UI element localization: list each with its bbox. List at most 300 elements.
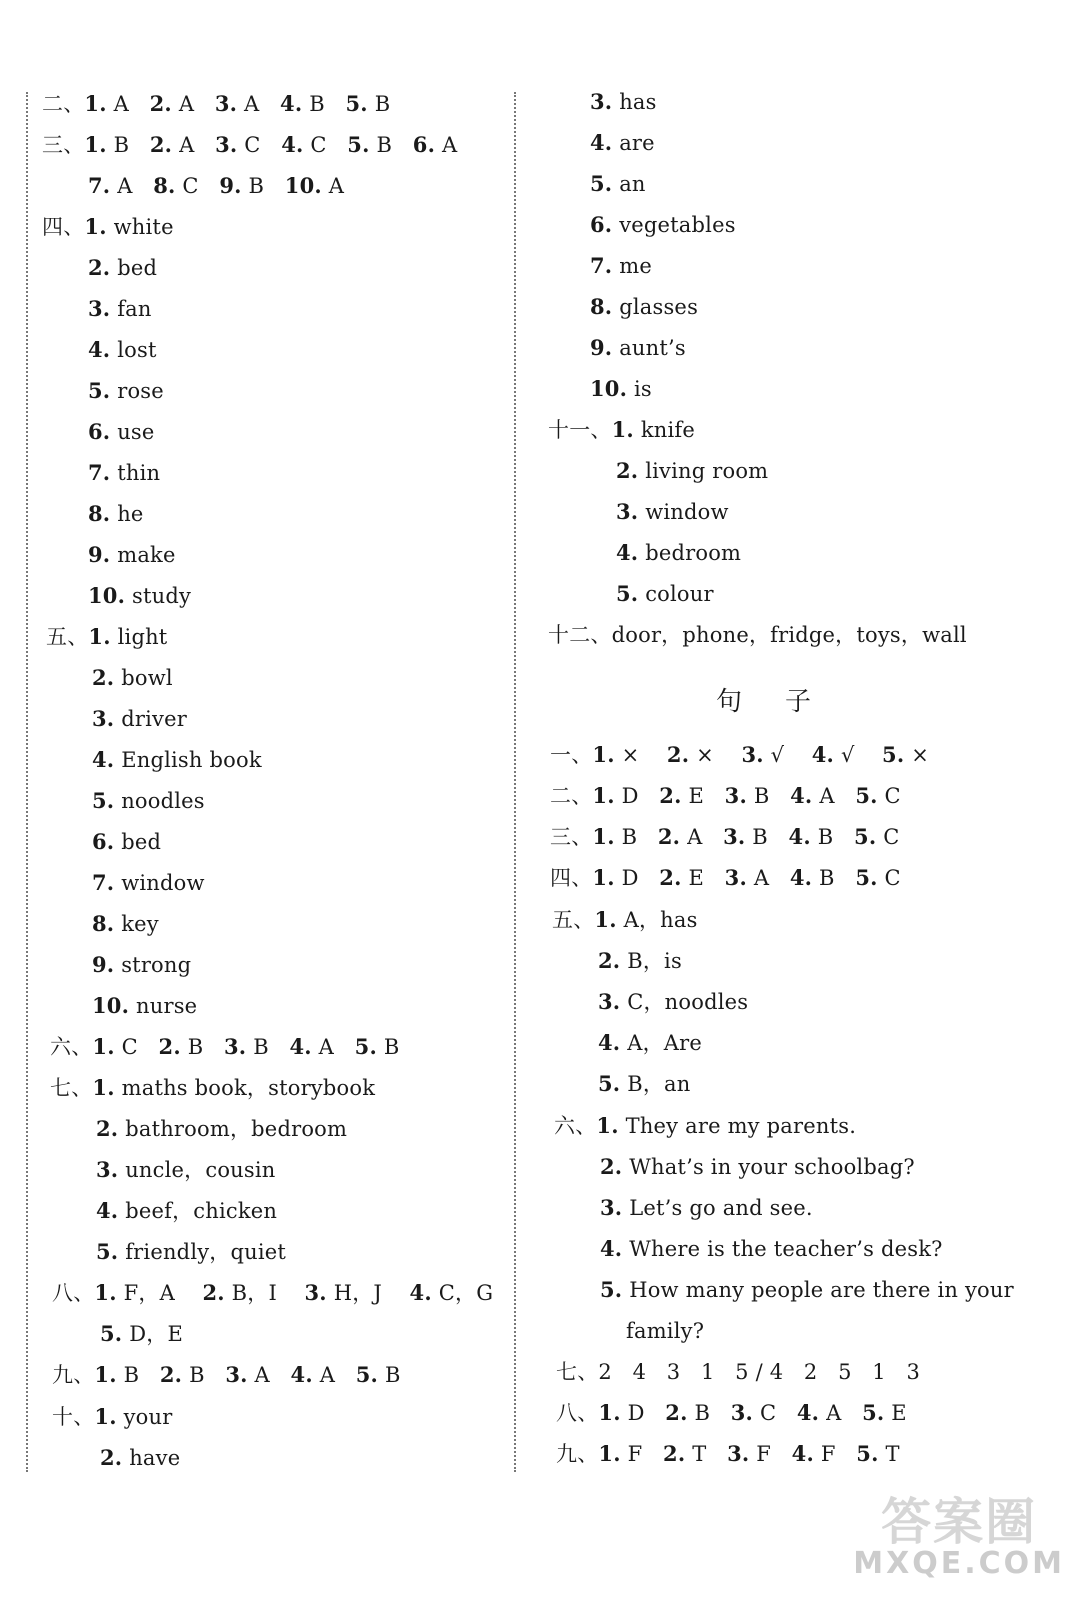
answer-number: 4.	[96, 1198, 119, 1223]
answer-text: living room	[638, 459, 769, 483]
answer-text: H，J	[326, 1281, 410, 1305]
answer-text: A	[435, 133, 458, 157]
answer-number: 10.	[284, 173, 322, 198]
answer-number: 1.	[596, 1113, 619, 1138]
answer-number: 3.	[92, 706, 115, 731]
answer-number: 5.	[882, 742, 905, 767]
answer-number: 5.	[96, 1239, 119, 1264]
answer-text: 五、	[46, 625, 89, 649]
answer-line	[88, 297, 152, 321]
answer-number: 3.	[724, 865, 747, 890]
answer-number: 9.	[92, 952, 115, 977]
answer-number: 5.	[598, 1071, 621, 1096]
answer-text: C	[114, 1035, 159, 1059]
answer-line	[42, 133, 457, 157]
answer-number: 2.	[88, 255, 111, 280]
answer-line	[590, 295, 698, 319]
answer-line	[88, 174, 344, 198]
answer-text: A	[812, 784, 856, 808]
answer-text: 九、	[52, 1363, 95, 1387]
answer-text: study	[125, 584, 192, 608]
answer-number: 5.	[354, 1034, 377, 1059]
answer-text: A	[172, 133, 216, 157]
answer-text: strong	[114, 953, 192, 977]
answer-text: aunt’s	[612, 336, 686, 360]
answer-text: maths book，storybook	[114, 1076, 376, 1100]
answer-number: 8.	[153, 173, 176, 198]
answer-number: 2.	[100, 1445, 123, 1470]
answer-text: window	[114, 871, 205, 895]
answer-number: 3.	[727, 1441, 750, 1466]
answer-text: 四、	[550, 866, 593, 890]
answer-text: T	[878, 1442, 900, 1466]
answer-text: B	[614, 825, 658, 849]
answer-text: glasses	[612, 295, 699, 319]
answer-text: A	[680, 825, 724, 849]
answer-line	[88, 461, 160, 485]
answer-text: B	[746, 784, 791, 808]
answer-text: C	[303, 133, 348, 157]
answer-text: 六、	[50, 1035, 93, 1059]
answer-number: 6.	[92, 829, 115, 854]
answer-text: 2 4 3 1 5 / 4 2 5 1 3	[598, 1360, 921, 1384]
answer-text: use	[110, 420, 155, 444]
answer-number: 4.	[790, 783, 813, 808]
answer-text: A	[321, 174, 345, 198]
answer-text: A	[311, 1035, 355, 1059]
answer-number: 1.	[84, 132, 107, 157]
answer-text: uncle，cousin	[118, 1158, 276, 1182]
answer-text: 三、	[42, 133, 85, 157]
answer-text: 七、	[556, 1360, 599, 1384]
answer-text: 一、	[550, 743, 593, 767]
answer-number: 10.	[88, 583, 126, 608]
answer-number: 3.	[225, 1362, 248, 1387]
answer-text: ×	[689, 743, 742, 767]
answer-line	[52, 1363, 401, 1387]
answer-text: bedroom	[638, 541, 742, 565]
answer-text: B，an	[620, 1072, 691, 1096]
answer-number: 5.	[616, 581, 639, 606]
answer-number: 5.	[347, 132, 370, 157]
answer-line	[550, 866, 901, 890]
answer-number: 2.	[666, 742, 690, 767]
answer-text: thin	[110, 461, 161, 485]
answer-number: 5.	[862, 1400, 885, 1425]
answer-text: C	[753, 1401, 797, 1425]
answer-text: What’s in your schoolbag?	[622, 1155, 915, 1179]
answer-text: B	[182, 1363, 226, 1387]
answer-line	[616, 541, 741, 565]
answer-text: They are my parents.	[618, 1114, 857, 1138]
answer-text: 八、	[52, 1281, 95, 1305]
answer-line	[96, 1240, 286, 1264]
answer-number: 5.	[600, 1277, 623, 1302]
answer-text: F，A	[116, 1281, 203, 1305]
answer-line	[52, 1281, 493, 1305]
answer-number: 3.	[88, 296, 111, 321]
answer-line	[50, 1035, 400, 1059]
section-heading-sentences: 句 子	[716, 687, 814, 717]
answer-text: D	[614, 866, 660, 890]
answer-number: 1.	[88, 624, 111, 649]
answer-number: 2.	[659, 783, 682, 808]
answer-number: 5.	[856, 1441, 879, 1466]
answer-text: B	[369, 133, 413, 157]
answer-text: an	[612, 172, 646, 196]
answer-number: 3.	[730, 1400, 754, 1425]
answer-text: ×	[614, 743, 667, 767]
answer-number: 5.	[854, 824, 877, 849]
answer-text: knife	[633, 418, 695, 442]
answer-number: 7.	[590, 253, 613, 278]
answer-line	[88, 379, 164, 403]
answer-text: A	[171, 92, 215, 116]
answer-text: driver	[114, 707, 187, 731]
answer-number: 1.	[94, 1280, 117, 1305]
answer-text: bowl	[114, 666, 173, 690]
answer-line	[598, 990, 748, 1014]
answer-number: 1.	[592, 824, 615, 849]
answer-line	[88, 420, 155, 444]
answer-number: 7.	[88, 173, 111, 198]
answer-line	[600, 1278, 1014, 1302]
answer-number: 2.	[158, 1034, 181, 1059]
answer-number: 4.	[88, 337, 111, 362]
answer-text: me	[612, 254, 652, 278]
answer-number: 1.	[92, 1075, 115, 1100]
answer-number: 1.	[592, 742, 615, 767]
answer-text: A	[247, 1363, 291, 1387]
answer-text: F	[814, 1442, 857, 1466]
answer-line	[600, 1155, 915, 1179]
answer-text: 十二、	[548, 623, 612, 647]
answer-line	[556, 1360, 920, 1384]
answer-number: 9.	[88, 542, 111, 567]
answer-number: 3.	[223, 1034, 247, 1059]
answer-text: he	[110, 502, 144, 526]
answer-number: 4.	[289, 1034, 312, 1059]
answer-text: A	[237, 92, 281, 116]
answer-number: 1.	[92, 1034, 115, 1059]
answer-number: 7.	[92, 870, 115, 895]
answer-line	[96, 1117, 347, 1141]
answer-number: 3.	[304, 1280, 327, 1305]
answer-text: 八、	[556, 1401, 599, 1425]
answer-line	[590, 336, 686, 360]
answer-line	[590, 172, 646, 196]
answer-number: 2.	[598, 948, 621, 973]
answer-number: 5.	[855, 865, 878, 890]
answer-text: 九、	[556, 1442, 599, 1466]
answer-text: white	[106, 215, 174, 239]
answer-number: 3.	[96, 1157, 119, 1182]
answer-text: key	[114, 912, 159, 936]
answer-text: B	[687, 1401, 731, 1425]
answer-text: make	[110, 543, 176, 567]
answer-line	[626, 1319, 704, 1343]
answer-text: vegetables	[612, 213, 736, 237]
answer-text: fan	[110, 297, 152, 321]
answer-line	[616, 459, 768, 483]
answer-number: 1.	[598, 1441, 621, 1466]
answer-line	[88, 502, 144, 526]
answer-number: 6.	[590, 212, 613, 237]
answer-text: have	[122, 1446, 181, 1470]
answer-number: 10.	[590, 376, 628, 401]
answer-text: C，noodles	[620, 990, 749, 1014]
answer-text: E	[681, 784, 725, 808]
answer-number: 4.	[600, 1236, 623, 1261]
answer-line	[548, 623, 967, 647]
answer-number: 1.	[84, 214, 107, 239]
answer-text: A	[106, 92, 150, 116]
watermark-top-text: 答案圈	[881, 1493, 1038, 1551]
answer-number: 7.	[88, 460, 111, 485]
answer-line	[598, 949, 682, 973]
answer-number: 2.	[96, 1116, 119, 1141]
answer-text: 五、	[552, 908, 595, 932]
answer-text: C，G	[431, 1281, 494, 1305]
answer-line	[92, 830, 161, 854]
answer-number: 3.	[600, 1195, 623, 1220]
answer-text: T	[685, 1442, 728, 1466]
answer-number: 2.	[202, 1280, 225, 1305]
answer-line	[88, 584, 191, 608]
answer-text: Let’s go and see.	[622, 1196, 813, 1220]
answer-text: 二、	[550, 784, 593, 808]
answer-number: 9.	[590, 335, 613, 360]
answer-text: C	[877, 866, 901, 890]
answer-number: 3.	[598, 989, 621, 1014]
answer-text: C	[877, 784, 901, 808]
answer-text: colour	[638, 582, 714, 606]
answer-line	[96, 1158, 276, 1182]
answer-line	[96, 1199, 277, 1223]
answer-number: 1.	[94, 1404, 117, 1429]
answer-number: 4.	[92, 747, 115, 772]
answer-number: 3.	[723, 824, 746, 849]
answer-line	[92, 666, 173, 690]
answer-number: 3.	[724, 783, 747, 808]
answer-line	[92, 748, 262, 772]
answer-number: 8.	[92, 911, 115, 936]
answer-text: B	[241, 174, 285, 198]
answer-text: A，has	[616, 908, 698, 932]
answer-line	[598, 1072, 690, 1096]
answer-number: 4.	[590, 130, 613, 155]
answer-text: Where is the teacher’s desk?	[622, 1237, 943, 1261]
answer-number: 8.	[88, 501, 111, 526]
answer-text: bed	[110, 256, 158, 280]
answer-text: D，E	[122, 1322, 183, 1346]
answer-line	[88, 256, 157, 280]
answer-text: A	[312, 1363, 356, 1387]
answer-text: nurse	[129, 994, 198, 1018]
answer-text: B	[812, 866, 856, 890]
answer-line	[590, 377, 652, 401]
answer-number: 2.	[657, 824, 681, 849]
answer-line	[548, 418, 695, 442]
answer-number: 4.	[789, 865, 813, 890]
answer-text: rose	[110, 379, 164, 403]
left-margin-dotted-line	[26, 92, 28, 1472]
answer-text: √	[834, 743, 883, 767]
answer-text: D	[620, 1401, 666, 1425]
answer-number: 4.	[409, 1280, 432, 1305]
answer-number: 3.	[590, 89, 613, 114]
answer-number: 2.	[92, 665, 115, 690]
answer-line	[92, 871, 205, 895]
answer-text: B	[745, 825, 789, 849]
answer-text: C	[237, 133, 282, 157]
answer-line	[92, 789, 205, 813]
answer-number: 4.	[598, 1030, 621, 1055]
answer-line	[590, 90, 657, 114]
answer-text: has	[612, 90, 657, 114]
watermark-bottom-text: MXQE.COM	[853, 1546, 1065, 1581]
answer-text: E	[681, 866, 725, 890]
answer-line	[88, 543, 176, 567]
answer-text: noodles	[114, 789, 205, 813]
answer-number: 1.	[594, 907, 617, 932]
answer-line	[550, 825, 900, 849]
answer-line	[100, 1446, 180, 1470]
answer-text: B	[810, 825, 855, 849]
answer-line	[590, 254, 652, 278]
answer-text: your	[116, 1405, 173, 1429]
answer-line	[554, 1114, 856, 1138]
answer-text: B	[378, 1363, 401, 1387]
answer-text: B	[246, 1035, 290, 1059]
answer-text: B	[180, 1035, 224, 1059]
answer-line	[92, 994, 197, 1018]
answer-number: 10.	[92, 993, 130, 1018]
answer-line	[92, 707, 187, 731]
answer-number: 5.	[855, 783, 878, 808]
answer-number: 4.	[796, 1400, 820, 1425]
answer-text: A，Are	[620, 1031, 703, 1055]
answer-number: 9.	[219, 173, 242, 198]
answer-number: 4.	[280, 91, 303, 116]
answer-text: A	[746, 866, 790, 890]
answer-text: C	[175, 174, 220, 198]
answer-text: B，I	[224, 1281, 305, 1305]
answer-line	[590, 213, 736, 237]
answer-number: 6.	[412, 132, 436, 157]
answer-number: 2.	[600, 1154, 623, 1179]
answer-number: 4.	[788, 824, 811, 849]
answer-number: 4.	[811, 742, 835, 767]
answer-line	[92, 953, 191, 977]
answer-text: window	[638, 500, 729, 524]
answer-line	[88, 338, 157, 362]
answer-text: 十一、	[548, 418, 612, 442]
answer-text: F	[749, 1442, 792, 1466]
answer-text: 二、	[42, 92, 85, 116]
answer-line	[52, 1405, 172, 1429]
answer-line	[46, 625, 167, 649]
answer-number: 8.	[590, 294, 613, 319]
answer-text: 三、	[550, 825, 593, 849]
answer-text: light	[110, 625, 168, 649]
answer-number: 5.	[345, 91, 368, 116]
answer-text: B	[376, 1035, 400, 1059]
answer-text: E	[884, 1401, 907, 1425]
answer-number: 1.	[592, 783, 615, 808]
answer-number: 2.	[665, 1400, 688, 1425]
answer-number: 2.	[663, 1441, 686, 1466]
answer-line	[616, 500, 729, 524]
answer-number: 5.	[590, 171, 613, 196]
answer-text: ×	[904, 743, 930, 767]
answer-text: F	[620, 1442, 664, 1466]
answer-text: family?	[626, 1319, 705, 1343]
answer-line	[92, 912, 159, 936]
column-divider-dotted-line	[514, 92, 516, 1472]
answer-text: friendly，quiet	[118, 1240, 287, 1264]
answer-text: door，phone，fridge，toys，wall	[611, 623, 967, 647]
answer-number: 1.	[611, 417, 634, 442]
answer-text: B	[367, 92, 391, 116]
answer-line	[600, 1196, 813, 1220]
answer-number: 3.	[215, 132, 238, 157]
answer-text: A	[110, 174, 154, 198]
answer-line	[600, 1237, 943, 1261]
answer-number: 4.	[616, 540, 639, 565]
answer-text: beef，chicken	[118, 1199, 278, 1223]
answer-text: lost	[110, 338, 157, 362]
answer-number: 5.	[92, 788, 115, 813]
answer-text: bed	[114, 830, 162, 854]
answer-number: 5.	[100, 1321, 123, 1346]
answer-line	[556, 1442, 900, 1466]
answer-number: 4.	[281, 132, 304, 157]
answer-number: 4.	[290, 1362, 313, 1387]
answer-number: 2.	[659, 865, 682, 890]
answer-line	[50, 1076, 375, 1100]
answer-text: C	[876, 825, 900, 849]
answer-text: B	[302, 92, 346, 116]
answer-number: 1.	[94, 1362, 117, 1387]
answer-number: 3.	[616, 499, 639, 524]
answer-line	[552, 908, 698, 932]
answer-number: 4.	[791, 1441, 814, 1466]
answer-text: A	[819, 1401, 863, 1425]
answer-line	[550, 784, 901, 808]
answer-number: 2.	[149, 132, 173, 157]
answer-number: 1.	[84, 91, 107, 116]
answer-text: English book	[114, 748, 262, 772]
answer-line	[100, 1322, 183, 1346]
answer-number: 3.	[741, 742, 764, 767]
answer-line	[616, 582, 714, 606]
answer-text: How many people are there in your	[622, 1278, 1014, 1302]
watermark-logo	[853, 1493, 1065, 1581]
answer-number: 1.	[592, 865, 615, 890]
answer-text: are	[612, 131, 655, 155]
answer-line	[550, 743, 929, 767]
answer-text: B	[116, 1363, 160, 1387]
answer-text: D	[614, 784, 660, 808]
answer-number: 2.	[149, 91, 172, 116]
answer-text: √	[763, 743, 812, 767]
answer-line	[42, 215, 174, 239]
answer-line	[42, 92, 390, 116]
answer-number: 2.	[616, 458, 639, 483]
answer-text: B，is	[620, 949, 682, 973]
answer-text: is	[627, 377, 652, 401]
